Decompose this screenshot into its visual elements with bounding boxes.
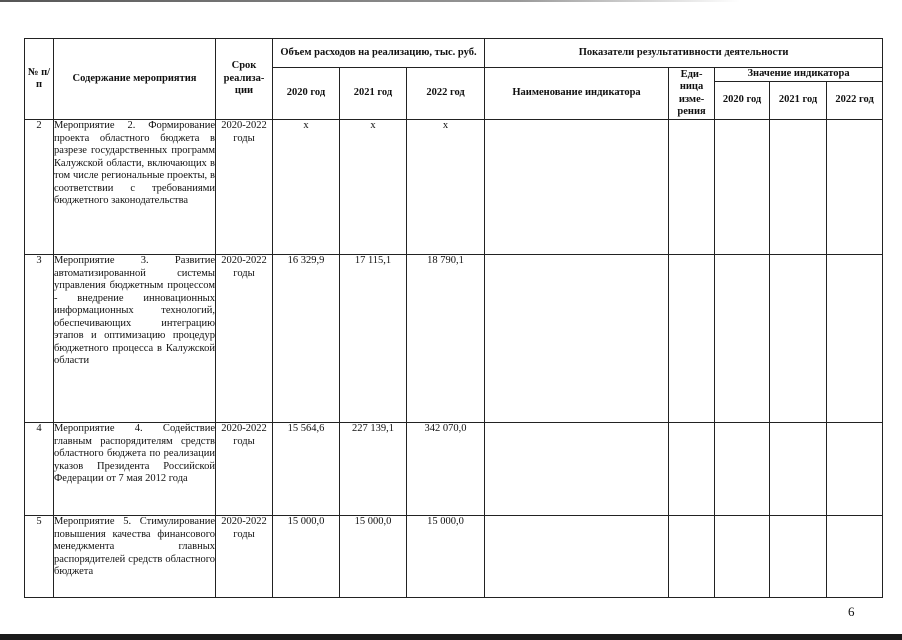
indicator-name-cell	[485, 423, 669, 516]
header-unit: Еди-ница изме-рения	[669, 68, 715, 120]
value-2022-cell	[827, 255, 883, 423]
header-value-year-2022: 2022 год	[827, 82, 883, 120]
table-row	[25, 516, 883, 598]
measure-description: Мероприятие 2. Формирование проекта областного бюджета в разрезе государственных программ Калужской области, включающих в том числе региональные проекты, в соответствии с требованиями бюджетного законодательства	[54, 120, 216, 255]
expense-2020: 15 564,6	[273, 423, 340, 516]
measure-description: Мероприятие 3. Развитие автоматизированной системы управления бюджетным процессом - внедрение инновационных информационных технологий, обеспечивающих интеграцию этапов и оптимизацию процедур бюджетного процесса в Калужской области	[54, 255, 216, 423]
header-value-year-2020: 2020 год	[715, 82, 770, 120]
row-number: 2	[25, 120, 54, 255]
value-2020-cell	[715, 516, 770, 598]
measure-period: 2020-2022 годы	[216, 120, 273, 255]
value-2021-cell	[770, 255, 827, 423]
header-indicators: Показатели результативности деятельности	[485, 39, 883, 68]
unit-cell	[669, 423, 715, 516]
table-row	[25, 120, 883, 255]
value-2020-cell	[715, 120, 770, 255]
header-year-2020: 2020 год	[273, 68, 340, 120]
row-number: 3	[25, 255, 54, 423]
value-2022-cell	[827, 423, 883, 516]
expense-2021: 17 115,1	[340, 255, 407, 423]
value-2021-cell	[770, 120, 827, 255]
header-expenses: Объем расходов на реализацию, тыс. руб.	[273, 39, 485, 68]
value-2021-cell	[770, 516, 827, 598]
measure-period: 2020-2022 годы	[216, 423, 273, 516]
expense-2022: 18 790,1	[407, 255, 485, 423]
table-row	[25, 255, 883, 423]
scan-edge-bottom	[0, 634, 902, 640]
table-row	[25, 423, 883, 516]
header-year-2022: 2022 год	[407, 68, 485, 120]
header-indicator-name: Наименование индикатора	[485, 68, 669, 120]
header-content: Содержание мероприятия	[54, 39, 216, 120]
expense-2020: х	[273, 120, 340, 255]
indicator-name-cell	[485, 255, 669, 423]
header-value-year-2021: 2021 год	[770, 82, 827, 120]
value-2020-cell	[715, 423, 770, 516]
header-indicator-value: Значение индикатора	[715, 68, 883, 82]
value-2020-cell	[715, 255, 770, 423]
unit-cell	[669, 255, 715, 423]
measures-table	[24, 38, 883, 598]
value-2022-cell	[827, 120, 883, 255]
value-2021-cell	[770, 423, 827, 516]
expense-2021: х	[340, 120, 407, 255]
expense-2022: х	[407, 120, 485, 255]
unit-cell	[669, 120, 715, 255]
measure-description: Мероприятие 4. Содействие главным распорядителям средств областного бюджета по реализации указов Президента Российской Федерации от 7 мая 2012 года	[54, 423, 216, 516]
header-period: Срок реализа-ции	[216, 39, 273, 120]
row-number: 5	[25, 516, 54, 598]
expense-2020: 16 329,9	[273, 255, 340, 423]
expense-2021: 227 139,1	[340, 423, 407, 516]
value-2022-cell	[827, 516, 883, 598]
expense-2022: 15 000,0	[407, 516, 485, 598]
page-number: 6	[848, 604, 855, 619]
unit-cell	[669, 516, 715, 598]
expense-2022: 342 070,0	[407, 423, 485, 516]
expense-2021: 15 000,0	[340, 516, 407, 598]
expense-2020: 15 000,0	[273, 516, 340, 598]
header-num: № п/п	[25, 39, 54, 120]
header-year-2021: 2021 год	[340, 68, 407, 120]
indicator-name-cell	[485, 516, 669, 598]
scan-edge-top	[0, 0, 740, 2]
measure-period: 2020-2022 годы	[216, 516, 273, 598]
measure-description: Мероприятие 5. Стимулирование повышения качества финансового менеджмента главных распорядителей средств областного бюджета	[54, 516, 216, 598]
row-number: 4	[25, 423, 54, 516]
indicator-name-cell	[485, 120, 669, 255]
measure-period: 2020-2022 годы	[216, 255, 273, 423]
